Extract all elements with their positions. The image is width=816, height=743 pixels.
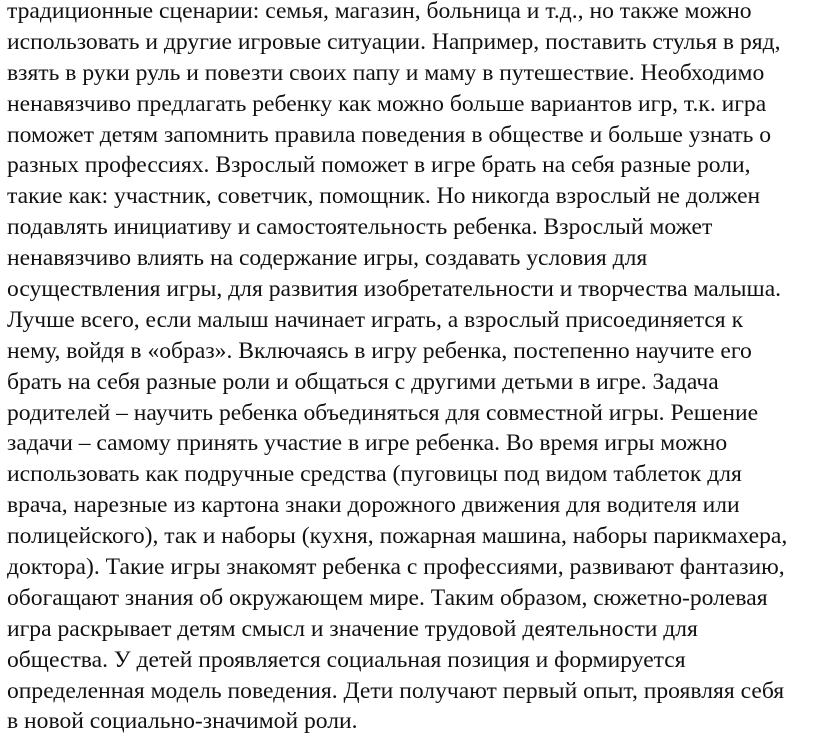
text-line: использовать как подручные средства (пуговицы под видом таблеток для <box>7 461 742 488</box>
text-line: врача, нарезные из картона знаки дорожного движения для водителя или <box>7 492 740 519</box>
text-line: нему, войдя в «образ». Включаясь в игру ребенка, постепенно научите его <box>7 337 752 364</box>
body-paragraph <box>7 0 816 737</box>
text-line: ненавязчиво влиять на содержание игры, создавать условия для <box>7 245 648 272</box>
text-line: взять в руки руль и повезти своих папу и маму в путешествие. Необходимо <box>7 59 765 86</box>
text-line: задачи – самому принять участие в игре ребенка. Во время игры можно <box>7 430 728 457</box>
text-line: подавлять инициативу и самостоятельность ребенка. Взрослый может <box>7 214 713 241</box>
text-line: Лучше всего, если малыш начинает играть, а взрослый присоединяется к <box>7 306 744 333</box>
text-line: в новой социально-значимой роли. <box>7 708 358 735</box>
text-line: ненавязчиво предлагать ребенку как можно больше вариантов игр, т.к. игра <box>7 90 767 117</box>
text-line: осуществления игры, для развития изобретательности и творчества малыша. <box>7 276 782 303</box>
text-line: такие как: участник, советчик, помощник. Но никогда взрослый не должен <box>7 183 761 210</box>
text-line: разных профессиях. Взрослый поможет в игре брать на себя разные роли, <box>7 152 751 179</box>
text-line: родителей – научить ребенка объединяться для совместной игры. Решение <box>7 399 759 426</box>
text-line: игра раскрывает детям смысл и значение трудовой деятельности для <box>7 615 698 642</box>
text-line: полицейского), так и наборы (кухня, пожарная машина, наборы парикмахера, <box>7 523 788 550</box>
text-line: обогащают знания об окружающем мире. Таким образом, сюжетно-ролевая <box>7 584 768 611</box>
text-line: поможет детям запомнить правила поведения в обществе и больше узнать о <box>7 121 772 148</box>
text-line: доктора). Такие игры знакомят ребенка с профессиями, развивают фантазию, <box>7 554 785 581</box>
text-line: общества. У детей проявляется социальная позиция и формируется <box>7 646 686 673</box>
text-line: брать на себя разные роли и общаться с другими детьми в игре. Задача <box>7 368 719 395</box>
text-line: использовать и другие игровые ситуации. Например, поставить стулья в ряд, <box>7 28 781 55</box>
text-line: традиционные сценарии: семья, магазин, больница и т.д., но также можно <box>7 0 752 24</box>
text-line: определенная модель поведения. Дети получают первый опыт, проявляя себя <box>7 677 785 704</box>
